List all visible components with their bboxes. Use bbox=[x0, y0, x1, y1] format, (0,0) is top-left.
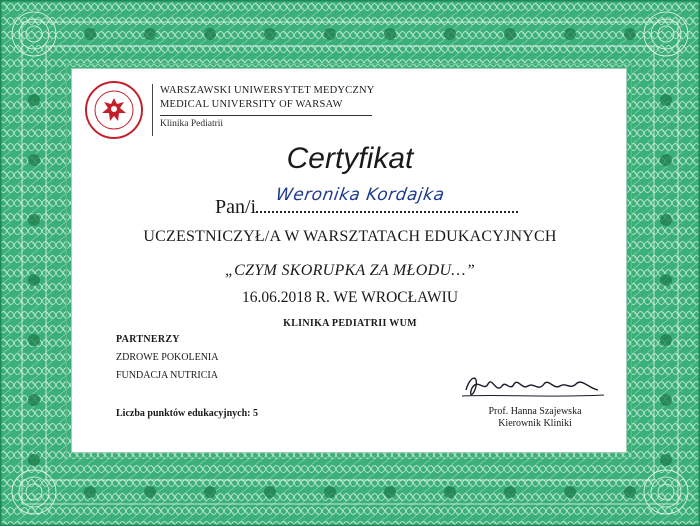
university-name-english: MEDICAL UNIVERSITY OF WARSAW bbox=[160, 99, 343, 110]
date-and-place: 16.06.2018 R. WE WROCŁAWIU bbox=[241, 289, 459, 306]
signer-block bbox=[440, 406, 630, 430]
clinic-name: Klinika Pediatrii bbox=[160, 119, 224, 129]
university-seal-icon bbox=[84, 80, 144, 140]
certificate-title: Certyfikat bbox=[286, 142, 414, 175]
partner-item: ZDROWE POKOLENIA bbox=[116, 352, 219, 363]
organizer-name: KLINIKA PEDIATRII WUM bbox=[283, 318, 417, 329]
header-divider bbox=[152, 84, 153, 136]
signature-icon bbox=[458, 368, 608, 408]
education-points: Liczba punktów edukacyjnych: 5 bbox=[116, 408, 258, 419]
recipient-name-handwritten: Weronika Kordajka bbox=[274, 185, 446, 205]
name-dotted-line bbox=[256, 185, 518, 213]
workshop-title: „CZYM SKORUPKA ZA MŁODU…” bbox=[224, 262, 476, 279]
partners-heading: PARTNERZY bbox=[116, 334, 180, 345]
university-name-polish: WARSZAWSKI UNIWERSYTET MEDYCZNY bbox=[160, 85, 375, 96]
header-rule bbox=[160, 115, 372, 116]
recipient-line bbox=[215, 185, 518, 219]
partner-item: FUNDACJA NUTRICIA bbox=[116, 370, 218, 381]
signer-role: Kierownik Kliniki bbox=[498, 418, 572, 429]
participation-statement: UCZESTNICZYŁ/A W WARSZTATACH EDUKACYJNYCH bbox=[143, 228, 557, 245]
signer-name: Prof. Hanna Szajewska bbox=[488, 406, 582, 417]
partners-section bbox=[116, 334, 219, 388]
university-header bbox=[84, 80, 384, 140]
name-prefix: Pan/i bbox=[215, 196, 257, 218]
